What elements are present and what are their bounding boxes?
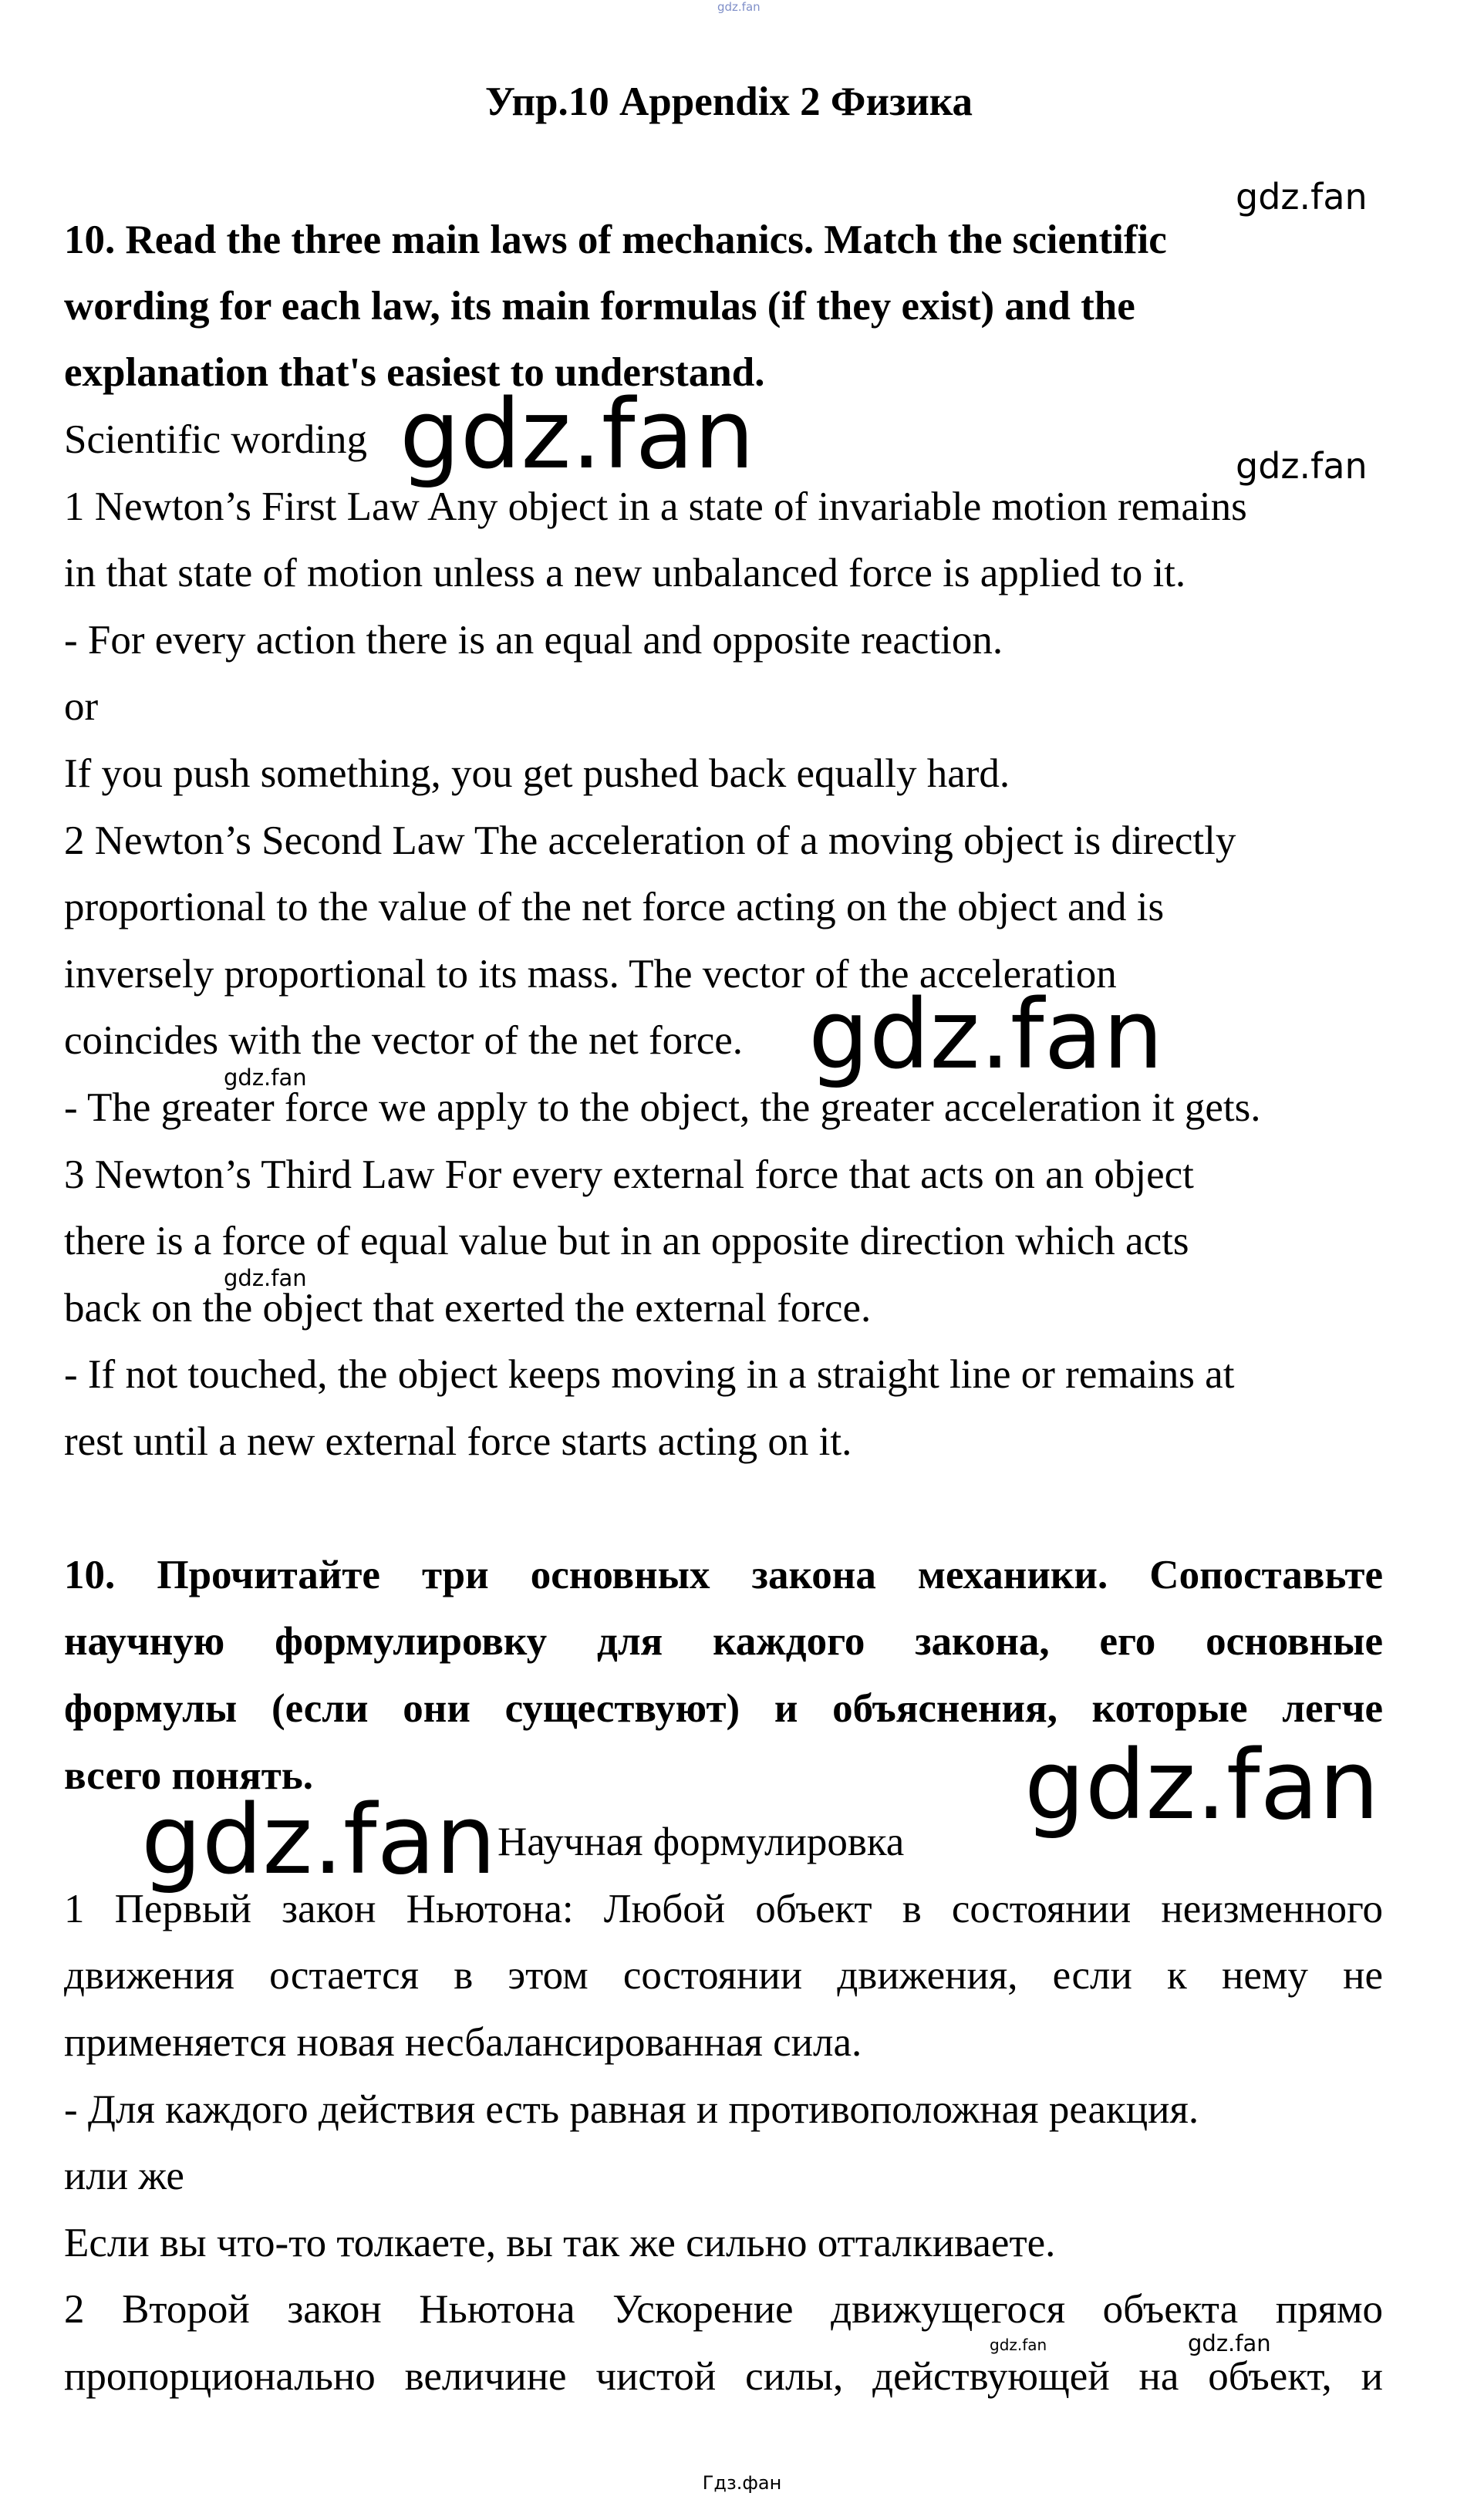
watermark-10: gdz.fan [1188, 2330, 1271, 2356]
english-line-7: proportional to the value of the net force acting on the object and is [64, 885, 1165, 929]
page-title: Упр.10 Appendix 2 Физика [484, 79, 973, 124]
watermark-9: gdz.fan [990, 2336, 1047, 2354]
watermark-3: gdz.fan [1236, 445, 1368, 487]
english-heading: Scientific wording [64, 417, 367, 462]
english-line-8: inversely proportional to its mass. The vector of the acceleration [64, 952, 1117, 997]
russian-line-3: применяется новая несбалансированная сила. [64, 2020, 862, 2065]
english-line-3: - For every action there is an equal and opposite reaction. [64, 618, 1003, 663]
english-line-13: back on the object that exerted the external force. [64, 1286, 872, 1331]
watermark-5: gdz.fan [224, 1064, 307, 1091]
russian-line-1: 1 Первый закон Ньютона: Любой объект в состоянии неизменного [64, 1887, 1383, 1931]
top-watermark-link[interactable]: gdz.fan [717, 0, 761, 14]
russian-line-7: 2 Второй закон Ньютона Ускорение движущегося объекта прямо [64, 2287, 1383, 2332]
russian-heading: Научная формулировка [497, 1820, 905, 1864]
english-line-1: 1 Newton’s First Law Any object in a state of invariable motion remains [64, 484, 1247, 529]
russian-line-8: пропорционально величине чистой силы, действующей на объект, и [64, 2354, 1383, 2399]
watermark-6: gdz.fan [224, 1265, 307, 1291]
english-line-9: coincides with the vector of the net force. [64, 1018, 744, 1063]
english-line-4: or [64, 684, 99, 729]
english-line-2: in that state of motion unless a new unbalanced force is applied to it. [64, 551, 1186, 595]
watermark-2: gdz.fan [400, 379, 755, 491]
english-line-15: rest until a new external force starts acting on it. [64, 1419, 852, 1464]
russian-task-line-3: формулы (если они существуют) и объяснения, которые легче [64, 1686, 1383, 1731]
english-line-12: there is a force of equal value but in an opposite direction which acts [64, 1219, 1189, 1263]
russian-line-4: - Для каждого действия есть равная и противоположная реакция. [64, 2087, 1199, 2132]
english-task-line-1: 10. Read the three main laws of mechanics. Match the scientific [64, 218, 1167, 262]
english-line-6: 2 Newton’s Second Law The acceleration of a moving object is directly [64, 818, 1236, 863]
watermark-8: gdz.fan [141, 1785, 497, 1896]
russian-task-line-1: 10. Прочитайте три основных закона механики. Сопоставьте [64, 1553, 1383, 1597]
english-task-line-3: explanation that's easiest to understand. [64, 350, 765, 395]
english-line-11: 3 Newton’s Third Law For every external force that acts on an object [64, 1152, 1194, 1197]
page-footer: Гдз.фан [702, 2472, 782, 2494]
russian-line-2: движения остается в этом состоянии движения, если к нему не [64, 1953, 1383, 1998]
english-line-10: - The greater force we apply to the object, the greater acceleration it gets. [64, 1085, 1261, 1130]
watermark-7: gdz.fan [1024, 1730, 1380, 1841]
russian-task-line-2: научную формулировку для каждого закона, его основные [64, 1619, 1383, 1664]
russian-line-6: Если вы что-то толкаете, вы так же сильно отталкиваете. [64, 2221, 1056, 2265]
english-line-5: If you push something, you get pushed back equally hard. [64, 751, 1010, 796]
english-line-14: - If not touched, the object keeps moving in a straight line or remains at [64, 1352, 1235, 1397]
watermark-1: gdz.fan [1236, 176, 1368, 218]
russian-line-5: или же [64, 2154, 184, 2198]
english-task-line-2: wording for each law, its main formulas (if they exist) and the [64, 284, 1135, 329]
watermark-4: gdz.fan [808, 980, 1164, 1091]
russian-task-line-4: всего понять. [64, 1753, 314, 1798]
